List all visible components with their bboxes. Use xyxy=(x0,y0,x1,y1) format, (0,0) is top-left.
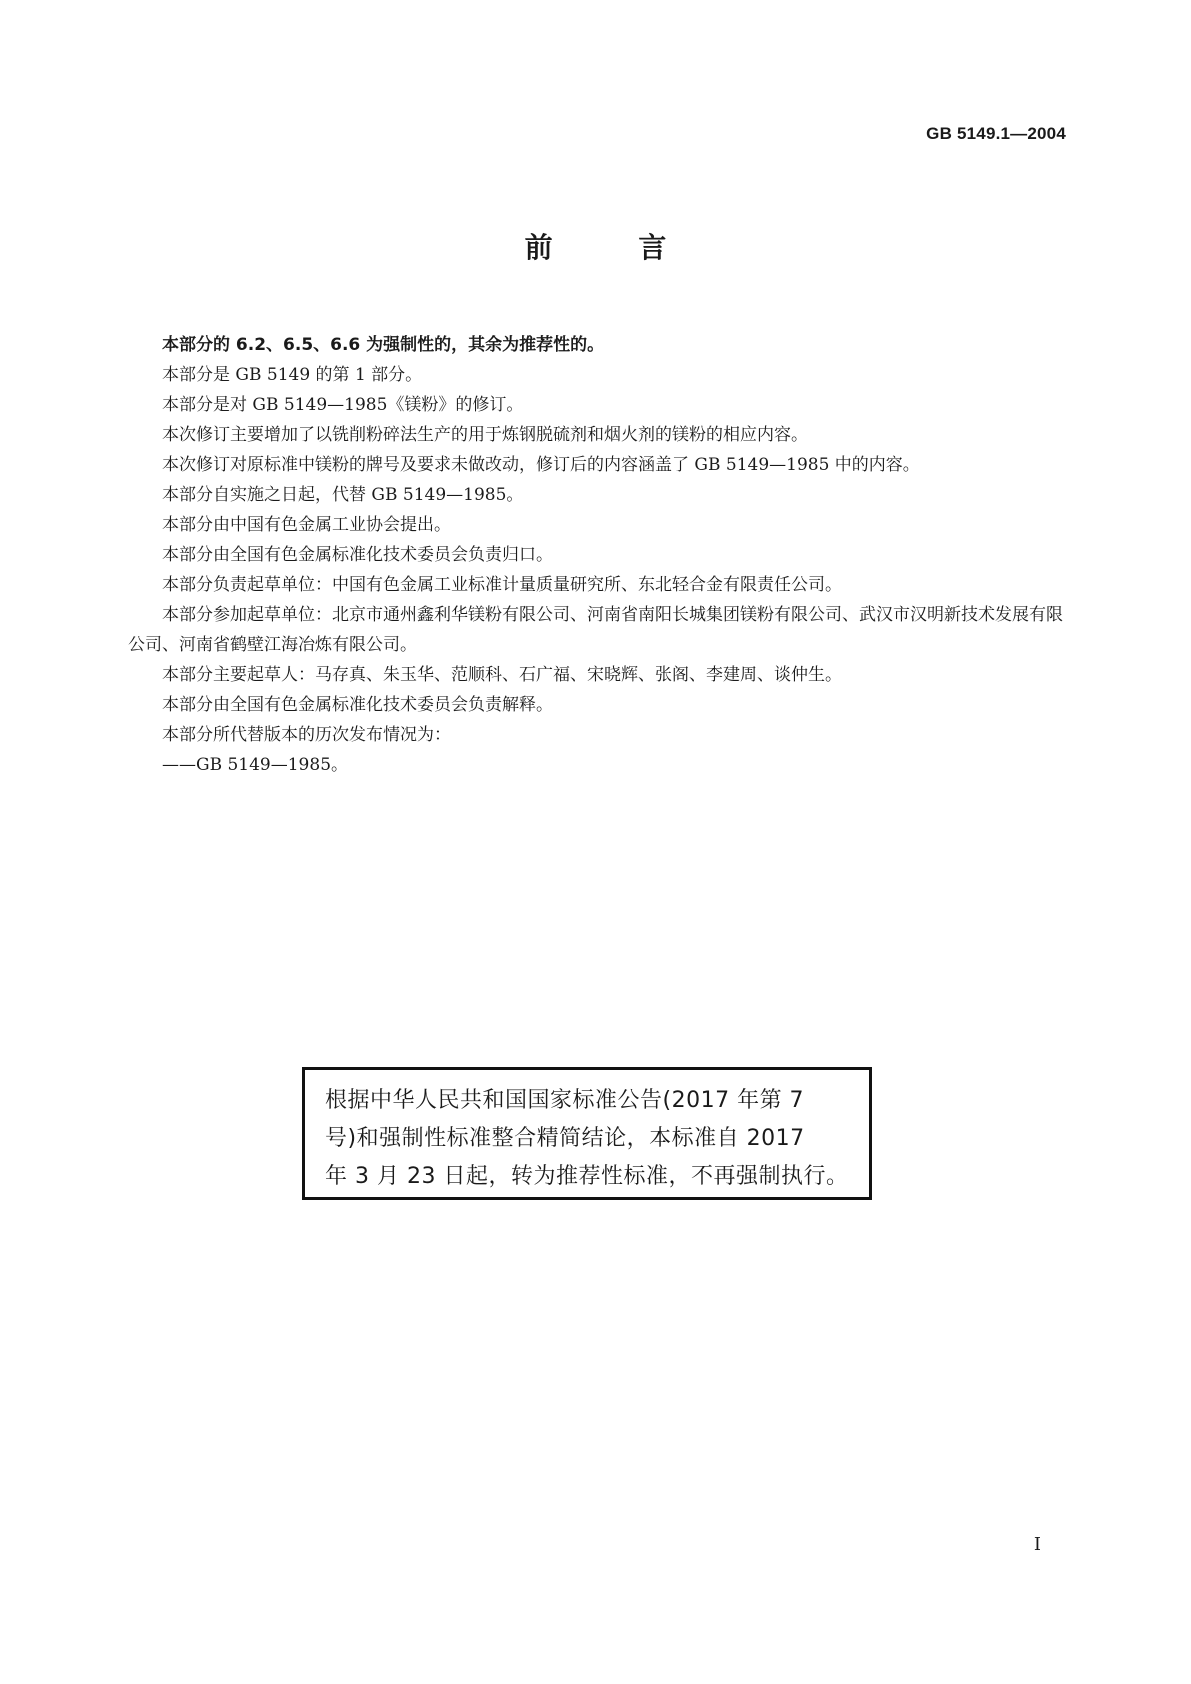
notice-line: 年 3 月 23 日起，转为推荐性标准，不再强制执行。 xyxy=(325,1164,849,1189)
paragraph: 本部分由中国有色金属工业协会提出。 xyxy=(162,515,451,535)
paragraph: 本部分负责起草单位：中国有色金属工业标准计量质量研究所、东北轻合金有限责任公司。 xyxy=(162,575,842,595)
notice-box xyxy=(302,1067,872,1200)
foreword-body xyxy=(128,330,1063,780)
standard-number: GB 5149.1—2004 xyxy=(926,124,1066,143)
paragraph-mandatory-clauses: 本部分的 6.2、6.5、6.6 为强制性的，其余为推荐性的。 xyxy=(162,335,605,355)
paragraph: 本次修订主要增加了以铣削粉碎法生产的用于炼钢脱硫剂和烟火剂的镁粉的相应内容。 xyxy=(162,425,808,445)
paragraph-replaced-version: ——GB 5149—1985。 xyxy=(162,755,349,775)
paragraph: 本部分所代替版本的历次发布情况为： xyxy=(162,725,451,745)
page-title: 前 言 xyxy=(524,231,705,264)
page-number: I xyxy=(1033,1534,1041,1555)
paragraph: 本部分是对 GB 5149—1985《镁粉》的修订。 xyxy=(162,395,524,415)
paragraph: 本次修订对原标准中镁粉的牌号及要求未做改动，修订后的内容涵盖了 GB 5149—1985 中的内容。 xyxy=(162,455,920,475)
notice-line: 号)和强制性标准整合精简结论，本标准自 2017 xyxy=(325,1126,805,1151)
paragraph: 本部分由全国有色金属标准化技术委员会负责解释。 xyxy=(162,695,553,715)
paragraph: 本部分参加起草单位：北京市通州鑫利华镁粉有限公司、河南省南阳长城集团镁粉有限公司、武汉市汉明新技术发展有限公司、河南省鹤壁江海冶炼有限公司。 xyxy=(128,605,1063,655)
paragraph: 本部分自实施之日起，代替 GB 5149—1985。 xyxy=(162,485,524,505)
paragraph: 本部分主要起草人：马存真、朱玉华、范顺科、石广福、宋晓辉、张阁、李建周、谈仲生。 xyxy=(162,665,842,685)
notice-line: 根据中华人民共和国国家标准公告(2017 年第 7 xyxy=(325,1088,805,1113)
paragraph: 本部分是 GB 5149 的第 1 部分。 xyxy=(162,365,423,385)
paragraph: 本部分由全国有色金属标准化技术委员会负责归口。 xyxy=(162,545,553,565)
